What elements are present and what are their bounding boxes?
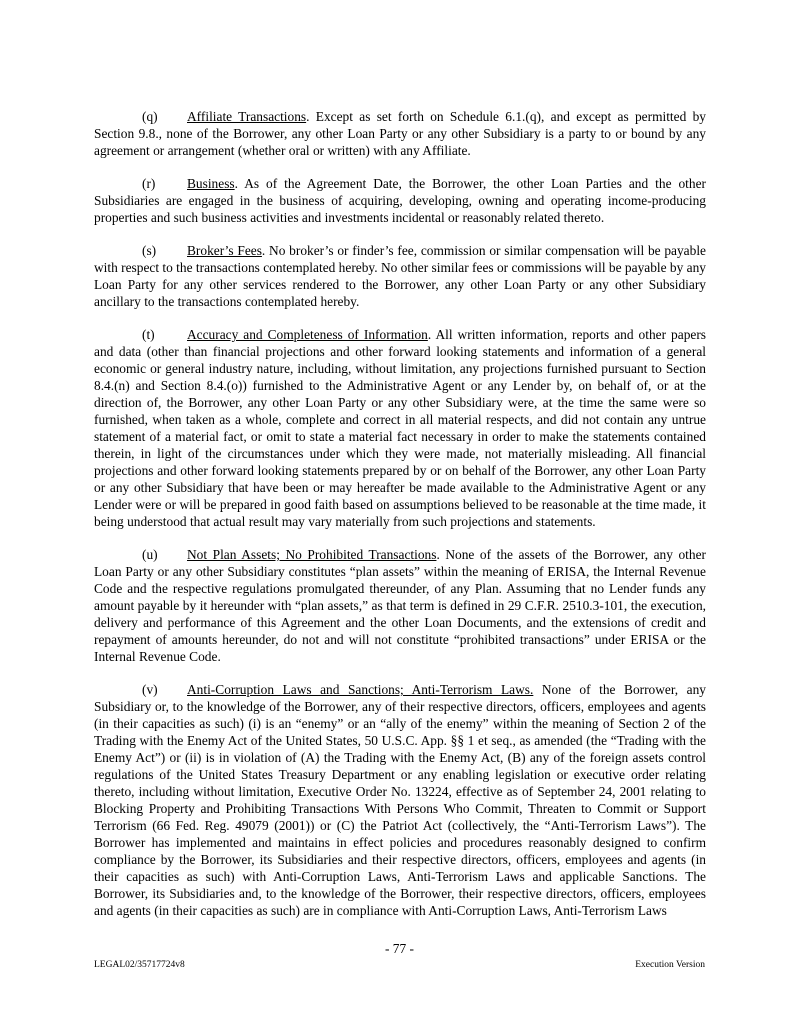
heading-punctuation: . [436, 547, 440, 562]
document-body [94, 108, 706, 935]
section-label: (v) [142, 682, 158, 697]
section-label: (s) [142, 243, 157, 258]
section-heading: Affiliate Transactions [187, 109, 307, 124]
section-heading: Not Plan Assets; No Prohibited Transactions [187, 547, 437, 562]
section-q [94, 108, 706, 159]
section-u [94, 546, 706, 665]
page-number: - 77 - [384, 941, 414, 956]
section-text: No broker’s or finder’s fee, commission or similar compensation will be payable with respect to the transactions contemplated hereby. No other similar fees or commissions will be payable by any Loan Party for any other services rendered to the Borrower, any other Loan Party or any other Subsidiary ancillary to the transactions contemplated hereby. [94, 243, 706, 309]
section-r [94, 175, 706, 226]
section-text: None of the assets of the Borrower, any other Loan Party or any other Subsidiary constitutes “plan assets” within the meaning of ERISA, the Internal Revenue Code and the respective regulations promulgated thereunder, of any Plan. Assuming that no Lender funds any amount payable by it hereunder with “plan assets,” as that term is defined in 29 C.F.R. 2510.3-101, the execution, delivery and performance of this Agreement and the other Loan Documents, and the extensions of credit and repayment of amounts hereunder, do not and will not constitute “prohibited transactions” under ERISA or the Internal Revenue Code. [94, 547, 706, 664]
section-label: (r) [142, 176, 156, 191]
section-text: As of the Agreement Date, the Borrower, the other Loan Parties and the other Subsidiaries are engaged in the business of acquiring, developing, owning and operating income-producing properties and such business activities and investments incidental or reasonably related thereto. [94, 176, 706, 225]
heading-punctuation: . [261, 243, 266, 258]
section-heading: Accuracy and Completeness of Information [187, 327, 428, 342]
heading-punctuation: . [306, 109, 310, 124]
section-text: Except as set forth on Schedule 6.1.(q), and except as permitted by Section 9.8., none of the Borrower, any other Loan Party or any other Subsidiary is a party to or bound by any agreement or arrangement (whether oral or written) with any Affiliate. [94, 109, 706, 158]
section-s [94, 242, 706, 310]
section-text: None of the Borrower, any Subsidiary or, to the knowledge of the Borrower, any of their respective directors, officers, employees and agents (in their capacities as such) (i) is an “enemy” or an “ally of the enemy” within the meaning of Section 2 of the Trading with the Enemy Act of the United States, 50 U.S.C. App. §§ 1 et seq., as amended (the “Trading with the Enemy Act”) or (ii) is in violation of (A) the Trading with the Enemy Act, (B) any of the foreign assets control regulations of the United States Treasury Department or any enabling legislation or executive order relating thereto, including without limitation, Executive Order No. 13224, effective as of September 24, 2001 relating to Blocking Property and Prohibiting Transactions With Persons Who Commit, Threaten to Commit or Support Terrorism (66 Fed. Reg. 49079 (2001)) or (C) the Patriot Act (collectively, the “Anti-Terrorism Laws”). The Borrower has implemented and maintains in effect policies and procedures reasonably designed to confirm compliance by the Borrower, its Subsidiaries and their respective directors, officers, employees and agents (in their capacities as such) with Anti-Corruption Laws, Anti-Terrorism Laws and applicable Sanctions. The Borrower, its Subsidiaries and, to the knowledge of the Borrower, their respective directors, officers, employees and agents (in their capacities as such) are in compliance with Anti-Corruption Laws, Anti-Terrorism Laws [94, 682, 707, 918]
document-id: LEGAL02/35717724v8 [94, 960, 185, 970]
version-label: Execution Version [635, 960, 705, 970]
section-heading: Broker’s Fees [187, 243, 262, 258]
section-label: (u) [142, 547, 158, 562]
section-v [94, 681, 706, 919]
section-heading: Anti-Corruption Laws and Sanctions; Anti-Terrorism Laws. [187, 682, 534, 697]
section-t [94, 326, 706, 530]
heading-punctuation: . [427, 327, 432, 342]
section-label: (t) [142, 327, 155, 342]
section-label: (q) [142, 109, 158, 124]
section-heading: Business [187, 176, 235, 191]
section-text: All written information, reports and other papers and data (other than financial projections and other forward looking statements and information of a general economic or general industry nature, including, without limitation, any projections furnished pursuant to Section 8.4.(n) and Section 8.4.(o)) furnished to the Administrative Agent or any Lender by, on behalf of, or at the direction of, the Borrower, any other Loan Party or any other Subsidiary were, at the time the same were so furnished, when taken as a whole, complete and correct in all material respects, and did not contain any untrue statement of a material fact, or omit to state a material fact necessary in order to make the statements contained therein, in light of the circumstances under which they were made, not materially misleading. All financial projections and other forward looking statements prepared by or on behalf of the Borrower, any other Loan Party or any other Subsidiary that have been or may hereafter be made available to the Administrative Agent or any Lender were or will be prepared in good faith based on assumptions believed to be reasonable at the time made, it being understood that actual result may vary materially from such projections and statements. [94, 327, 706, 529]
heading-punctuation: . [234, 176, 238, 191]
